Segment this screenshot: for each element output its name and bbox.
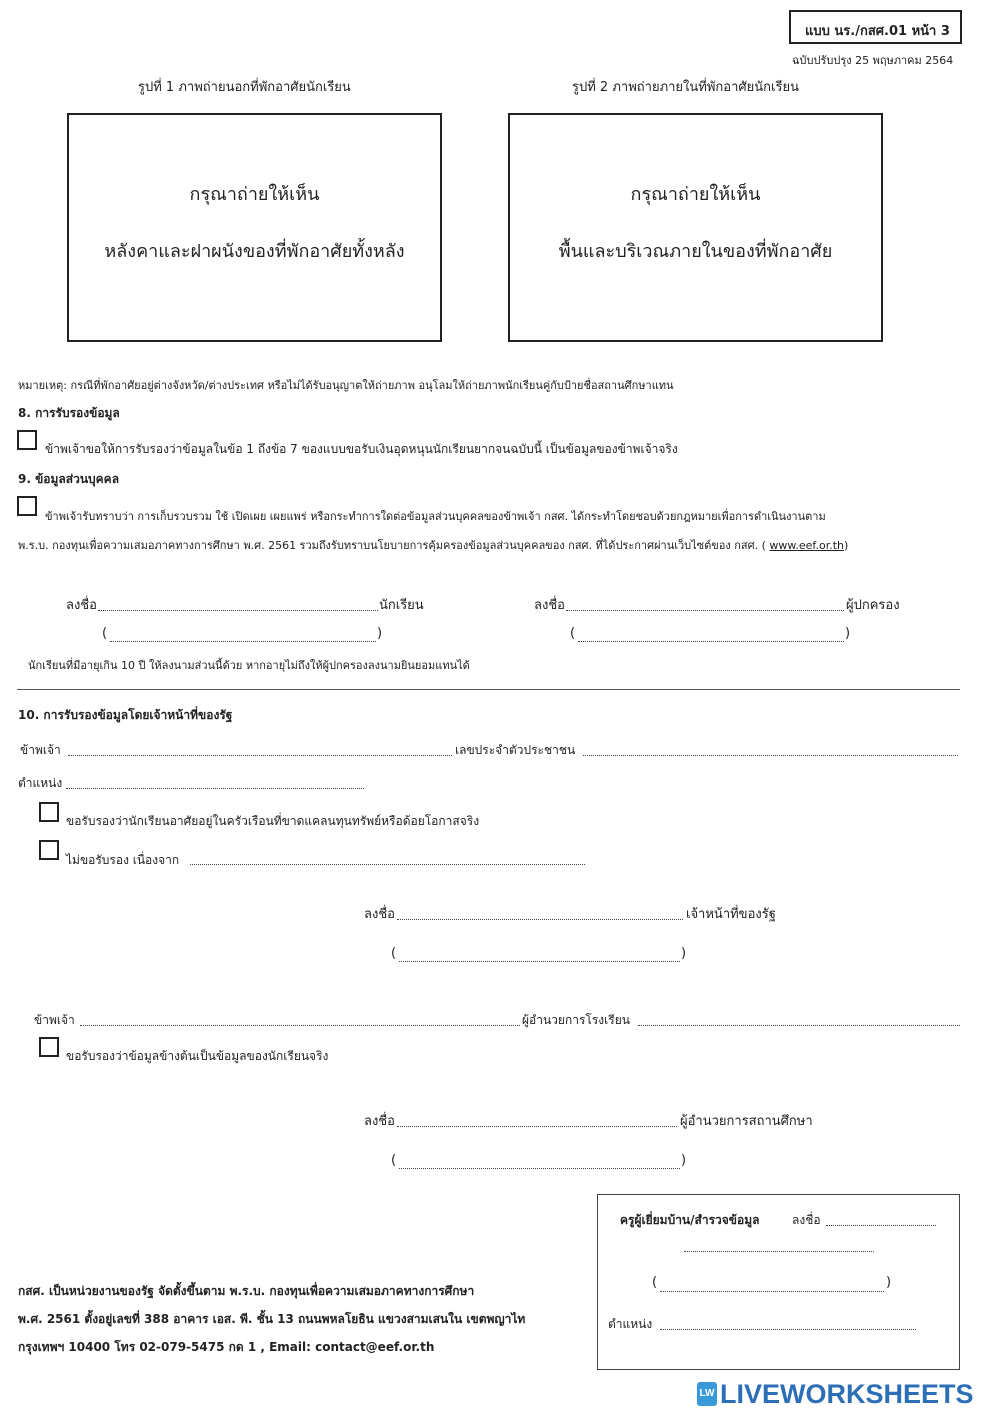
- officer-label: เจ้าหน้าที่ของรัฐ: [686, 907, 776, 922]
- student-name-open: (: [102, 626, 108, 641]
- student-label: นักเรียน: [379, 598, 424, 613]
- photo2-frame[interactable]: [508, 113, 883, 342]
- officer-i-label: ข้าพเจ้า: [20, 743, 61, 757]
- section-divider: [17, 689, 960, 690]
- section10-title: 10. การรับรองข้อมูลโดยเจ้าหน้าที่ของรัฐ: [18, 708, 233, 722]
- visitor-name-close: ): [886, 1275, 892, 1290]
- student-sign-label: ลงชื่อ: [66, 598, 97, 613]
- guardian-name-line[interactable]: [578, 641, 844, 642]
- visitor-sign-line-2[interactable]: [684, 1251, 874, 1252]
- visitor-sign-label: ลงชื่อ: [792, 1213, 821, 1227]
- officer-name-open: (: [391, 946, 397, 961]
- officer-id-label: เลขประจำตัวประชาชน: [455, 743, 576, 757]
- photo1-line2: หลังคาและฝาผนังของที่พักอาศัยทั้งหลัง: [104, 241, 405, 262]
- director-school-line[interactable]: [638, 1025, 960, 1026]
- section8-statement: ข้าพเจ้าขอให้การรับรองว่าข้อมูลในข้อ 1 ถึงข้อ 7 ของแบบขอรับเงินอุดหนุนนักเรียนยากจนฉบับนี้ เป็นข้อมูลของข้าพเจ้าจริง: [45, 442, 678, 456]
- guardian-sign-label: ลงชื่อ: [534, 598, 565, 613]
- director-name-line[interactable]: [80, 1025, 520, 1026]
- not-certify-label: ไม่ขอรับรอง เนื่องจาก: [66, 853, 180, 867]
- officer-position-label: ตำแหน่ง: [18, 776, 63, 790]
- student-sign-line[interactable]: [98, 610, 378, 611]
- director-printed-name-line[interactable]: [399, 1168, 680, 1169]
- section9-line1: ข้าพเจ้ารับทราบว่า การเก็บรวบรวม ใช้ เปิดเผย เผยแพร่ หรือกระทำการใดต่อข้อมูลส่วนบุคคลของข้าพเจ้า กสศ. ได้กระทำโดยชอบด้วยกฎหมายเพื่อการดำเนินงานตาม: [45, 510, 826, 523]
- student-name-line[interactable]: [110, 641, 376, 642]
- certify-option-label: ขอรับรองว่านักเรียนอาศัยอยู่ในครัวเรือนที่ขาดแคลนทุนทรัพย์หรือด้อยโอกาสจริง: [66, 814, 480, 828]
- photo1-line1: กรุณาถ่ายให้เห็น: [189, 184, 320, 205]
- section8-title: 8. การรับรองข้อมูล: [18, 406, 120, 420]
- not-certify-reason-line[interactable]: [190, 864, 585, 865]
- director-certify-label: ขอรับรองว่าข้อมูลข้างต้นเป็นข้อมูลของนักเรียนจริง: [66, 1049, 329, 1063]
- form-code: แบบ นร./กสศ.01 หน้า 3: [805, 24, 950, 39]
- guardian-sign-line[interactable]: [566, 610, 844, 611]
- director-sign-line[interactable]: [397, 1126, 677, 1127]
- liveworksheets-badge-icon: LW: [697, 1382, 717, 1406]
- section9-line2-end: ): [844, 539, 849, 552]
- visitor-position-line[interactable]: [660, 1329, 916, 1330]
- visitor-name-open: (: [652, 1275, 658, 1290]
- officer-position-line[interactable]: [66, 788, 364, 789]
- photo2-line1: กรุณาถ่ายให้เห็น: [630, 184, 761, 205]
- guardian-label: ผู้ปกครอง: [846, 598, 900, 613]
- form-code-box: [789, 10, 962, 44]
- visitor-title: ครูผู้เยี่ยมบ้าน/สำรวจข้อมูล: [620, 1213, 760, 1227]
- director-label: ผู้อำนวยการโรงเรียน: [522, 1013, 630, 1027]
- guardian-name-open: (: [570, 626, 576, 641]
- officer-name-close: ): [681, 946, 687, 961]
- director-name-close: ): [681, 1153, 687, 1168]
- photo1-frame[interactable]: [67, 113, 442, 342]
- section8-checkbox[interactable]: [17, 430, 37, 450]
- section9-line2: [18, 536, 848, 554]
- visitor-name-line[interactable]: [660, 1291, 884, 1292]
- school-director-label: ผู้อำนวยการสถานศึกษา: [680, 1114, 813, 1129]
- director-certify-checkbox[interactable]: [39, 1037, 59, 1057]
- officer-sign-line[interactable]: [397, 919, 683, 920]
- section9-title: 9. ข้อมูลส่วนบุคคล: [18, 472, 120, 486]
- not-certify-checkbox[interactable]: [39, 840, 59, 860]
- officer-id-line[interactable]: [583, 755, 958, 756]
- photo2-line2: พื้นและบริเวณภายในของที่พักอาศัย: [558, 241, 833, 262]
- visitor-position-label: ตำแหน่ง: [608, 1317, 653, 1331]
- footer-line2: พ.ศ. 2561 ตั้งอยู่เลขที่ 388 อาคาร เอส. พี. ชั้น 13 ถนนพหลโยธิน แขวงสามเสนใน เขตพญาไท: [18, 1312, 526, 1326]
- visitor-box: [597, 1194, 960, 1370]
- footer-line3: กรุงเทพฯ 10400 โทร 02-079-5475 กด 1 , Email: contact@eef.or.th: [18, 1340, 435, 1354]
- director-sign-label: ลงชื่อ: [364, 1114, 395, 1129]
- officer-printed-name-line[interactable]: [399, 961, 680, 962]
- director-name-open: (: [391, 1153, 397, 1168]
- photo1-caption: รูปที่ 1 ภาพถ่ายนอกที่พักอาศัยนักเรียน: [138, 80, 351, 95]
- section9-line2-text: พ.ร.บ. กองทุนเพื่อความเสมอภาคทางการศึกษา พ.ศ. 2561 รวมถึงรับทราบนโยบายการคุ้มครองข้อมูลส่วนบุคคลของ กสศ. ที่ได้ประกาศผ่านเว็บไซต์ของ กสศ. (: [18, 539, 766, 552]
- eef-link[interactable]: www.eef.or.th: [769, 539, 845, 552]
- revision-date: ฉบับปรับปรุง 25 พฤษภาคม 2564: [792, 54, 954, 67]
- footer-line1: กสศ. เป็นหน่วยงานของรัฐ จัดตั้งขึ้นตาม พ.ร.บ. กองทุนเพื่อความเสมอภาคทางการศึกษา: [18, 1284, 475, 1298]
- section9-checkbox[interactable]: [17, 496, 37, 516]
- photo2-caption: รูปที่ 2 ภาพถ่ายภายในที่พักอาศัยนักเรียน: [572, 80, 799, 95]
- student-name-close: ): [377, 626, 383, 641]
- photo-note: หมายเหตุ: กรณีที่พักอาศัยอยู่ต่างจังหวัด/ต่างประเทศ หรือไม่ได้รับอนุญาตให้ถ่ายภาพ อนุโลมให้ถ่ายภาพนักเรียนคู่กับป้ายชื่อสถานศึกษาแทน: [18, 379, 674, 392]
- liveworksheets-text: LIVEWORKSHEETS: [720, 1378, 974, 1409]
- certify-checkbox[interactable]: [39, 802, 59, 822]
- director-i-label: ข้าพเจ้า: [34, 1013, 75, 1027]
- officer-sign-label: ลงชื่อ: [364, 907, 395, 922]
- student-sign-note: นักเรียนที่มีอายุเกิน 10 ปี ให้ลงนามส่วนนี้ด้วย หากอายุไม่ถึงให้ผู้ปกครองลงนามยินยอมแทนได้: [28, 659, 470, 672]
- visitor-sign-line[interactable]: [826, 1225, 936, 1226]
- guardian-name-close: ): [845, 626, 851, 641]
- liveworksheets-logo: [697, 1378, 974, 1409]
- officer-name-line[interactable]: [68, 755, 452, 756]
